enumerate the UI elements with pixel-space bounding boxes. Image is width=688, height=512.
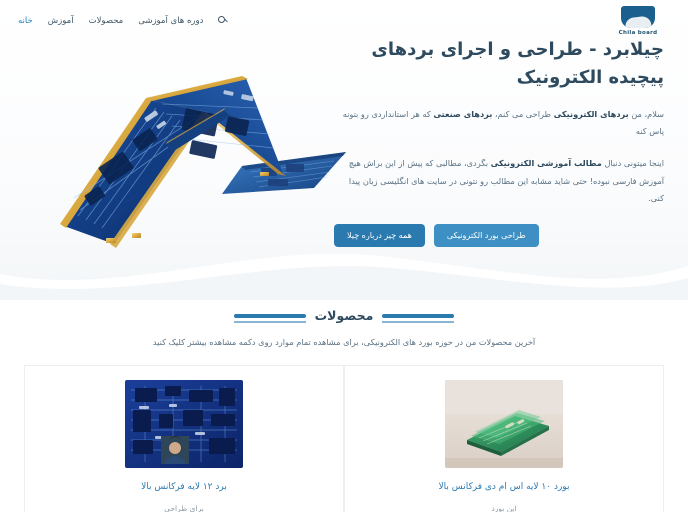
products-header [0,308,688,347]
hero-buttons [334,224,664,247]
hero-paragraph-2: اینجا میتونی دنبال مطالب آموزشی الکترونیکی بگردی، مطالبی که پیش از این براش هیچ آموزش فارسی نبوده! حتی شاید مشابه این مطالب رو نتونی در سایت های انگلیسی زبان پیدا کنی. [348,158,664,204]
search-icon[interactable] [218,16,229,27]
title-rule-left [234,314,306,318]
title-rule-right [382,314,454,318]
products-section [0,300,688,512]
nav-links [18,16,233,27]
logo-text: Chila board [618,30,658,36]
product-meta: این بورد [491,504,517,512]
products-title-row [0,308,688,323]
site-logo[interactable] [606,6,670,36]
top-navbar [0,0,688,42]
product-image-green-pcb [445,380,563,468]
hero-primary-button[interactable]: همه چیز درباره چیلا [334,224,425,247]
hero-title: چیلابرد - طراحی و اجرای بردهای پیچیده الکترونیک [371,39,664,88]
hero-paragraph-1: سلام، من بردهای الکترونیکی طراحی می کنم، بردهای صنعتی که هر استانداردی رو بتونه پاس کنه [342,108,664,137]
hero-text-block [334,36,664,247]
hero-bold-2: بردهای صنعتی [433,108,493,119]
product-meta: برای طراحی [164,504,204,512]
hero-bold-1: بردهای الکترونیکی [553,108,629,119]
logo-badge-icon [621,6,655,28]
nav-item-products[interactable]: محصولات [88,16,124,26]
hero-bold-3: مطالب آموزشی الکترونیکی [490,158,602,169]
product-image-blue-pcb [125,380,243,468]
products-card-list [0,365,688,512]
products-title: محصولات [314,308,374,323]
product-card[interactable] [344,365,664,512]
product-title[interactable]: بورد ۱۰ لایه اس ام دی فرکانس بالا [438,482,570,492]
nav-item-education[interactable]: آموزش [47,16,74,26]
product-title[interactable]: برد ۱۲ لایه فرکانس بالا [141,482,227,492]
hero-secondary-button[interactable]: طراحی بورد الکترونیکی [434,224,539,247]
nav-item-courses[interactable]: دوره های آموزشی [138,16,204,26]
product-card[interactable] [24,365,344,512]
products-subtitle: آخرین محصولات من در حوزه بورد های الکترونیکی، برای مشاهده تمام موارد روی دکمه مشاهده بیشتر کلیک کنید [152,337,536,347]
hero-pcb-illustration [46,48,346,248]
nav-item-home[interactable]: خانه [18,16,33,26]
